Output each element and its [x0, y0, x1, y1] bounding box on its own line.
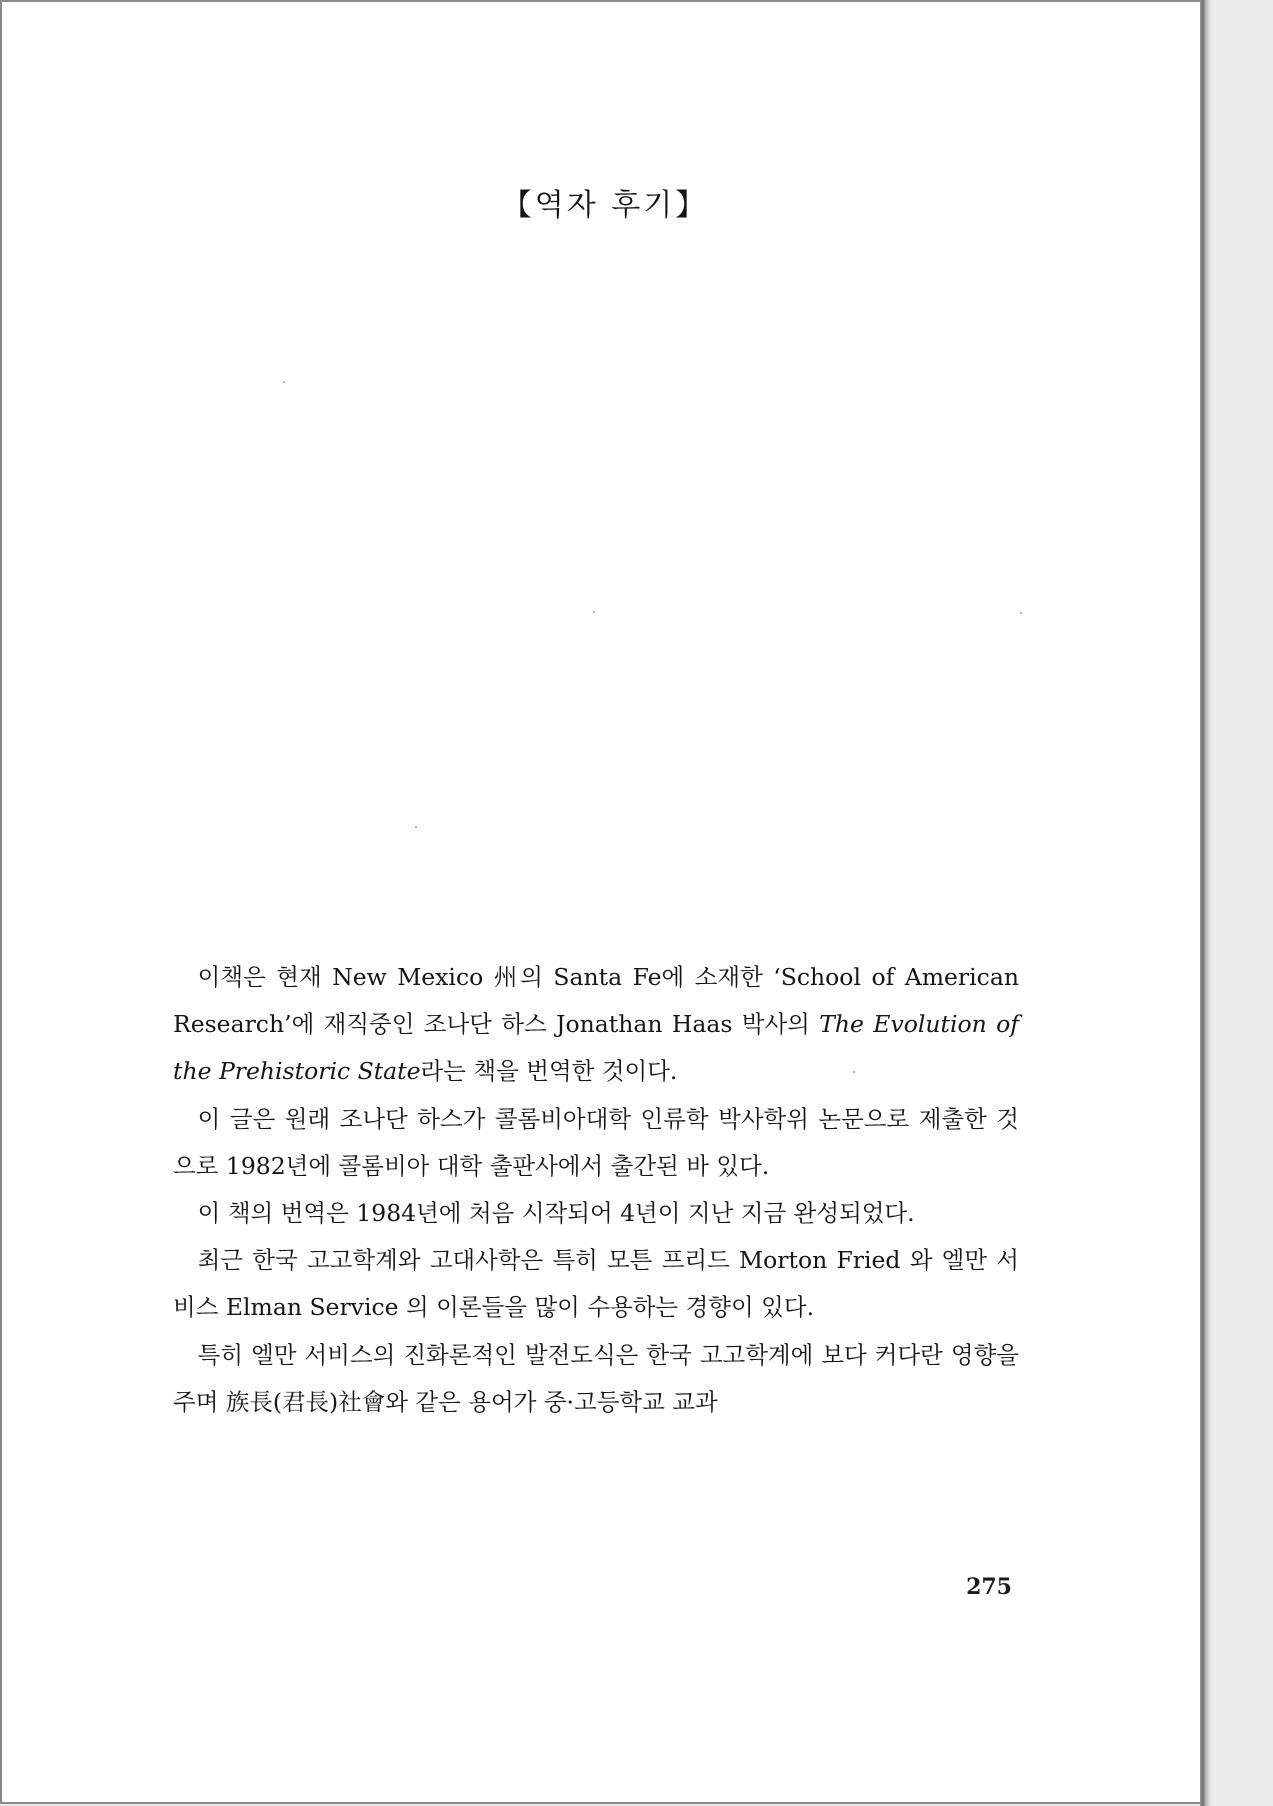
paragraph-2: 이 글은 원래 조나단 하스가 콜롬비아대학 인류학 박사학위 논문으로 제출한 것으로 1982년에 콜롬비아 대학 출판사에서 출간된 바 있다. — [173, 1104, 1019, 1180]
page-title: 【역자 후기】 — [501, 188, 709, 223]
scan-speck — [415, 826, 417, 828]
scan-speck — [283, 381, 285, 383]
paragraph-4: 최근 한국 고고학계와 고대사학은 특히 모튼 프리드 Morton Fried 와 엘만 서비스 Elman Service 의 이론들을 많이 수용하는 경향이 있다. — [173, 1246, 1019, 1322]
paragraph-1 — [173, 954, 1019, 1096]
scan-speck — [1020, 612, 1022, 614]
page-edge-shadow — [1200, 0, 1212, 1806]
paragraph-1-ending: 라는 책을 번역한 것이다. — [420, 1057, 678, 1086]
paragraph-5: 특히 엘만 서비스의 진화론적인 발전도식은 한국 고고학계에 보다 커다란 영향을 주며 族長(君長)社會와 같은 용어가 중·고등학교 교과 — [173, 1340, 1019, 1416]
scan-speck — [593, 611, 595, 613]
scan-speck — [853, 1071, 855, 1073]
body-text — [173, 954, 1019, 1426]
paragraph-3: 이 책의 번역은 1984년에 처음 시작되어 4년이 지난 지금 완성되었다. — [197, 1199, 915, 1228]
paragraph-1-text: 이책은 현재 New Mexico 州의 Santa Fe에 소재한 ‘School of American Research’에 재직중인 조나단 하스 Jonathan Haas 박사의 — [173, 963, 1019, 1039]
page-number: 275 — [966, 1574, 1012, 1600]
book-title-italic: The Evolution of the Prehistoric State — [173, 1010, 1019, 1086]
